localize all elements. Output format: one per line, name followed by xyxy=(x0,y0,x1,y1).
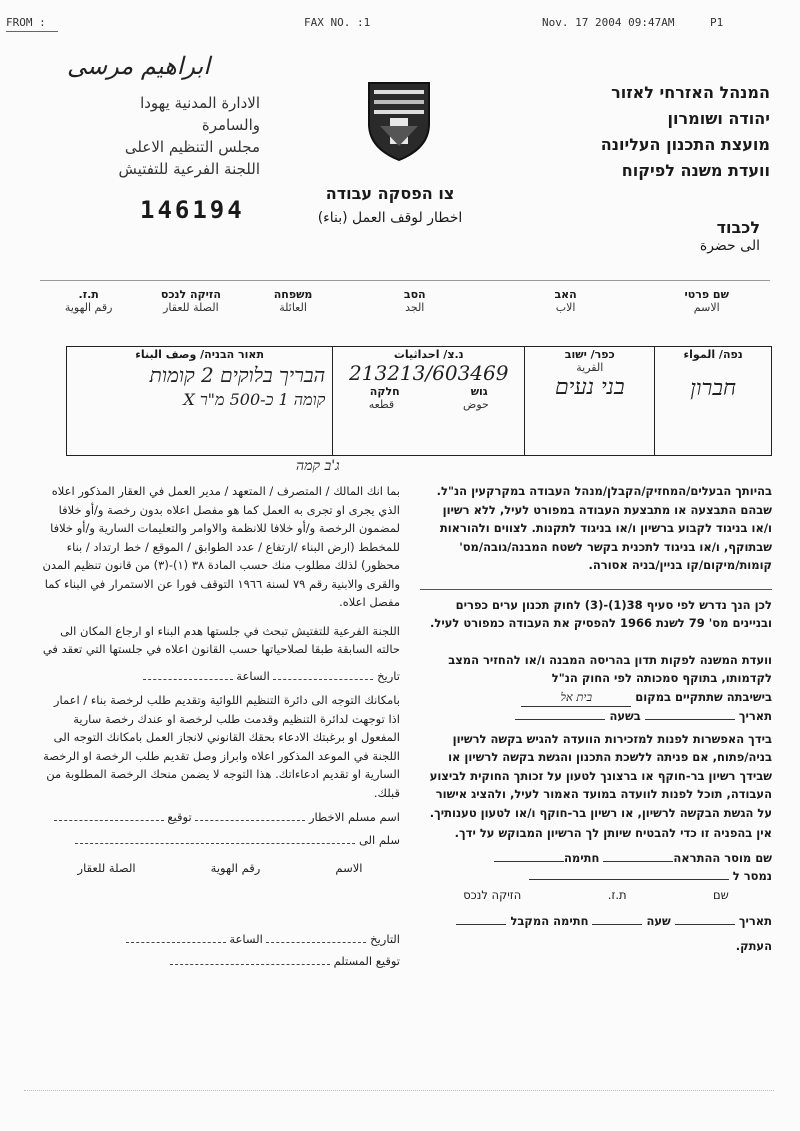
handwritten-village: בני נעים xyxy=(554,375,625,400)
fax-from-underline xyxy=(6,31,58,32)
arabic-recipient-signature: توقيع المستلم xyxy=(40,952,400,971)
to-hebrew: לכבוד xyxy=(716,218,760,237)
relation-field: הזיקה לנכס الصلة للعقار xyxy=(160,288,221,314)
fax-noise-line xyxy=(24,1090,774,1091)
arabic-recipient-labels: الاسم رقم الهوية الصلة للعقار xyxy=(77,861,363,875)
hebrew-recipient-labels: שם ת.ז. הזיקה לנכס xyxy=(463,887,729,902)
title-hebrew: צו הפסקה עבודה xyxy=(325,184,455,203)
handwritten-region: חברון xyxy=(690,376,736,401)
arabic-header-line: مجلس التنظيم الاعلى xyxy=(124,138,260,156)
handwritten-note: ג'ב קמה xyxy=(296,458,340,474)
arabic-delivered-to-line: سلم الى xyxy=(40,831,400,850)
first-name-field: שם פרטי الاسم xyxy=(684,288,729,314)
hebrew-body xyxy=(420,482,772,955)
person-details-row xyxy=(40,288,770,336)
arabic-paragraph-1: بما انك المالك / المتصرف / المتعهد / مدير العمل في العقار المذكور اعلاه الذي يجرى او تجرى به العمل كما هو مفصل اعلاه بدون رخصة و/أو خلافا لمضمون الرخصة و/أو خلافا للانظمة والاوامر والتعليمات السارية و/أو خلافا للمخطط (ارض البناء /ارتفاع / عدد الطوابق / الموقع / خط ارتداد / بناء محظور) لذلك مطلوب منك حسب المادة ٣٨ (١)-(٣) من قانون تنظيم المدن والقرى والابنية رقم ٧٩ لسنة ١٩٦٦ التوقف فورا عن الاستمرار في البناء كما مفصل اعلاه. xyxy=(42,484,400,609)
hebrew-header-line: יהודה ושומרון xyxy=(667,109,770,128)
arabic-header xyxy=(60,92,260,180)
hebrew-paragraph-1: בהיותך הבעלים/המחזיק/הקבלן/מנהל העבודה במקרקעין הנ"ל. שבהם התבצעה או מתבצעת העבודה במפורט לעיל, ללא רשיון ו/או בניגוד לקבוע ברשיון ו/או בניגוד לתקנות. לצווים ולהוראות שבתוקף, ו/או בניגוד לתכנית בקשר לשטח המבנה/גובה/מס' קומות/מיקום/קו בניין/בניה אסורה. xyxy=(436,484,772,572)
handwritten-coordinates: 213213/603469 xyxy=(349,361,509,385)
arabic-header-line: اللجنة الفرعية للتفتيش xyxy=(118,160,260,178)
grandfather-field: הסב الجد xyxy=(403,288,426,314)
fax-page: P1 xyxy=(710,16,724,29)
hebrew-paragraph-2: לכן הנך נדרש לפי סעיף 38(1)-(3) לחוק תכנון ערים כפרים ובניינים מס' 79 לשנת 1966 להפסיק את העבודה כמפורט לעיל. xyxy=(420,589,772,633)
handwritten-description: הבריך בלוקים 2 קומות xyxy=(149,363,326,387)
hebrew-date-line: תאריך שעה חתימה המקבל xyxy=(420,912,772,931)
title-arabic: اخطار لوقف العمل (بناء) xyxy=(317,210,463,226)
hebrew-paragraph-4: בידך האפשרות לפנות למזכירות הוועדה להגיש בקשה לרשיון בניה/פתוח, אם פניתה ללשכת התכנון והגשת בקשה לרשיון או שבידך רשיון בר-חוקף או ברצונך לטעון על זכותך החוקית לביצוע העבודה, תוכל לפנות לוועדה במועד האמור לעיל, ולהציג אישור על הגשת הבקשה לרשיון, או רשיון בר-חוקף ו/או לטעון טענותיך. xyxy=(429,731,772,820)
coordinates-cell: נ.צ/ احداثيات 213213/603469 חלקה גוש قطعه حوض xyxy=(333,347,525,456)
arabic-body xyxy=(40,482,400,971)
helka-label: חלקה xyxy=(369,385,400,398)
arabic-paragraph-3: بامكانك التوجه الى دائرة التنظيم اللوائية وتقديم طلب لرخصة بناء / اعمار اذا توجهت لدائرة التنظيم وقدمت طلب لرخصة او عندك رخصة سارية المفعول او برغبتك الادعاء بحقك القانوني لانجاز العمل بامكانك التوجه الى اللجنة في الموعد المذكور اعلاه وابراز وصل تقديم طلب الرخصة او الرخصة السارية او تقديم ادعاءاتك. هذا التوجه لا يضمن منحك الرخصة المطلوبة من قبلك. xyxy=(43,693,400,800)
arabic-deliverer-line: اسم مسلم الاخطار توقيع xyxy=(40,808,400,827)
family-field: משפחה العائلة xyxy=(273,288,313,314)
arabic-meeting-line: تاريخ الساعة xyxy=(40,667,400,686)
handwritten-name: ابراهيم مرسى xyxy=(67,52,210,80)
hebrew-copy-line: העתק. xyxy=(735,938,772,953)
hebrew-header-line: מועצת התכנון העליונה xyxy=(600,135,770,154)
arabic-header-line: والسامرة xyxy=(201,116,260,134)
hebrew-header xyxy=(520,80,770,184)
handwritten-dimensions: קומה 1 כ-500 מ"ר X xyxy=(183,390,326,409)
hebrew-meeting-place: בישיבתה שתתקיים במקום בית אל xyxy=(420,688,772,708)
arabic-paragraph-2: اللجنة الفرعية للتفتيش تبحث في جلستها هدم البناء او ارجاع المكان الى حالته السابقة طبقا لصلاحياتها حسب القانون اعلاه في جلستها التي تعقد في xyxy=(42,623,400,656)
location-table xyxy=(66,346,772,456)
to-arabic: الى حضرة xyxy=(699,238,760,254)
hebrew-delivered-to-line: נמסר ל xyxy=(420,867,772,886)
gush-label: גוש xyxy=(470,385,488,398)
hebrew-header-line: המנהל האזרחי לאזור xyxy=(611,83,770,102)
document-number: 146194 xyxy=(140,196,245,224)
civil-administration-emblem xyxy=(366,80,432,162)
fax-from: FROM : xyxy=(6,16,46,29)
hod-label: حوض xyxy=(463,398,489,411)
hebrew-header-line: וועדת משנה לפיקוח xyxy=(621,161,770,180)
father-field: האב الاب xyxy=(554,288,577,314)
fax-date: Nov. 17 2004 09:47AM xyxy=(542,16,675,29)
hebrew-deliverer-line: שם מוסר ההתראה חתימה xyxy=(420,849,772,868)
hebrew-paragraph-5: אין בהפניה זו כדי להבטיח שיותן לך הרשיון המבוקש על ידך. xyxy=(454,826,772,840)
row1-top-rule xyxy=(40,280,770,281)
arabic-date-line: التاريخ الساعة xyxy=(40,930,400,949)
village-cell: כפר/ ישוב القرية בני נעים xyxy=(525,347,655,456)
meeting-place-value: בית אל xyxy=(521,688,631,708)
qita-label: قطعه xyxy=(368,398,395,411)
id-field: ת.ז. رقم الهوية xyxy=(64,288,113,314)
hebrew-meeting-time: תאריך בשעה xyxy=(420,707,772,726)
arabic-header-line: الادارة المدنية يهودا xyxy=(140,94,260,112)
description-cell: תאור הבניה/ وصف البناء הבריך בלוקים 2 קומות קומה 1 כ-500 מ"ר X xyxy=(67,347,333,456)
fax-number: FAX NO. :1 xyxy=(304,16,371,29)
region-cell: נפה/ المواء חברון xyxy=(655,347,772,456)
hebrew-paragraph-3: וועדת המשנה לפקות תדון בהריסה המבנה ו/או להחזיר המצב לקדמותו, בתוקף סמכותה לפי החוק הנ"ל xyxy=(448,652,772,685)
